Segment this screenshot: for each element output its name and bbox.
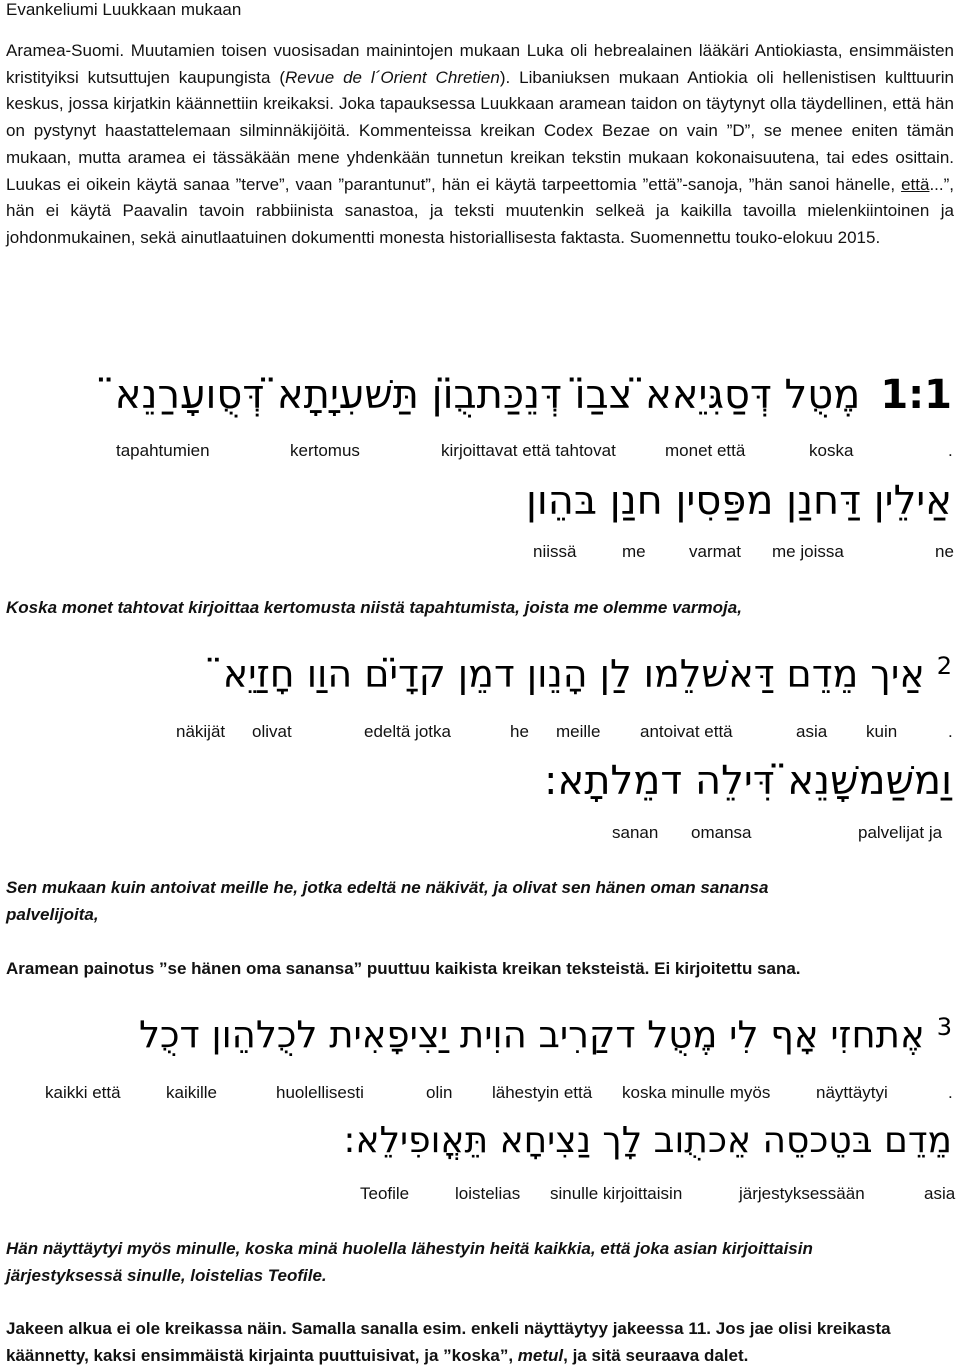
verse1-gloss1-word: kirjoittavat että tahtovat	[441, 441, 616, 460]
verse2-gloss1-word: meille	[556, 722, 601, 741]
intro-text-3: ...”, hän ei käytä Paavalin tavoin rabbiinista sanastoa, ja teksti muutenkin selkeä ja kaikilla tavoilla mielenkiintoinen ja johdonmukainen, sekä ainutlaatuinen dokumentti monesta historiallisesta faktasta. Suomennettu touko-elokuu 2015.	[6, 174, 954, 247]
intro-paragraph	[6, 38, 954, 252]
verse3-note	[6, 1315, 954, 1369]
verse3-gloss1-word: kaikille	[166, 1083, 218, 1102]
verse2-gloss1-word: antoivat että	[640, 722, 733, 741]
verse2-number: 2	[936, 652, 952, 680]
verse3-gloss1-word: huolellisesti	[276, 1083, 364, 1102]
verse1-gloss1-word: monet että	[665, 441, 746, 460]
verse1-gloss2-word: me	[622, 542, 646, 561]
verse1-gloss1-word: koska	[809, 441, 854, 460]
verse2-gloss1-word: he	[510, 722, 529, 741]
verse2-gloss2-word: sanan	[612, 823, 659, 842]
verse3-translation-line1: Hän näyttäytyi myös minulle, koska minä huolella lähestyin heitä kaikkia, että joka asian kirjoittaisin	[6, 1239, 813, 1258]
verse1-gloss2-word: varmat	[689, 542, 741, 561]
verse1-gloss2-word: niissä	[533, 542, 577, 561]
verse3-gloss1-word: olin	[426, 1083, 453, 1102]
intro-text-1: Aramea-Suomi. Muutamien toisen vuosisadan mainintojen mukaan Luka oli hebrealainen lääkäri Antiokiasta, ensimmäisten kristityiksi kutsuttujen kaupungista (	[6, 41, 954, 87]
verse1-gloss2-word: ne	[935, 542, 954, 561]
verse1-number: 1:1	[880, 372, 952, 418]
verse3-aramaic-line2: מֵדֵם בּטֵכסֵה אֵכתֻוב לָך נַצִיחָא תֵּאֳופִילֵא:	[343, 1120, 952, 1161]
intro-underlined-word: että	[901, 174, 930, 194]
verse2-note: Aramean painotus ”se hänen oma sanansa” puuttuu kaikista kreikan teksteistä. Ei kirjoitettu sana.	[6, 959, 801, 978]
document-title: Evankeliumi Luukkaan mukaan	[6, 0, 242, 19]
verse3-aramaic-line1	[139, 1013, 952, 1056]
verse2-translation-line2: palvelijoita,	[6, 905, 99, 924]
verse3-gloss1-word: kaikki että	[45, 1083, 121, 1102]
verse1-aramaic-line1	[115, 372, 952, 418]
verse3-gloss1-word: näyttäytyi	[816, 1083, 888, 1102]
verse3-translation-line2: järjestyksessä sinulle, loistelias Teofile.	[6, 1266, 327, 1285]
verse3-gloss2-word: Teofile	[360, 1184, 410, 1203]
verse1-aramaic-text1: מֶטֻל דְּסַגִּיֵאא̈ צבַ̈ו דְּנֵכַּתבֻ̈ון תַּשׁעִיָתָא̈ דְּסֻועָרַנֵא̈	[114, 372, 861, 418]
verse1-gloss2-word: me joissa	[772, 542, 844, 561]
intro-citation: Revue de l´Orient Chretien	[285, 67, 500, 87]
verse3-aramaic-text1: אֶתחזִי אָף לִי מֶטֻל דקַרִיב הוִית יַצִיפָאִית לכֻלהֵון דכֻל	[138, 1013, 925, 1056]
verse3-gloss1-word: .	[948, 1083, 953, 1102]
verse2-aramaic-line2: וַמשַׁמשָׁנֵא̈ דִּילֵה דמֵלתָא:	[544, 758, 952, 804]
verse2-gloss1-word: kuin	[866, 722, 898, 741]
intro-text-2: ). Libaniuksen mukaan Antiokia oli hellenistisen kulttuurin keskus, jossa kirjatkin käännettiin kreikaksi. Joka tapauksessa Luukkaan aramean taidon on täytynyt olla täydellinen, että hän on pystynyt haastattelemaan silminnäkijöitä. Kommenteissa kreikan Codex Bezae on vain ”D”, se menee eniten tämän mukaan, mutta aramea ei tässäkään mene yhdenkään tunnetun kreikan tekstin mukaan kokonaisuutena, tai edes osittain. Luukas ei oikein käytä sanaa ”terve”, vaan ”parantunut”, hän ei käytä tarpeettomia ”että”-sanoja, ”hän sanoi hänelle,	[6, 67, 954, 194]
verse1-gloss1-word: kertomus	[290, 441, 360, 460]
verse2-gloss1-word: .	[948, 722, 953, 741]
verse2-gloss1-word: edeltä jotka	[364, 722, 451, 741]
verse2-aramaic-line1	[223, 652, 952, 696]
verse2-gloss1-word: asia	[796, 722, 828, 741]
verse2-aramaic-text1: אַיך מֵדֵם דַּאשׁלֵמו לַן הָנֵון דמֵן קדָ̈ים הוַו חָזַיֵא̈	[222, 652, 925, 696]
verse1-gloss1-word: tapahtumien	[116, 441, 210, 460]
verse2-gloss2-word: palvelijat ja	[858, 823, 943, 842]
verse3-note-text-b: , ja sitä seuraava dalet.	[563, 1346, 749, 1365]
verse3-gloss1-word: lähestyin että	[492, 1083, 593, 1102]
verse3-number: 3	[936, 1013, 952, 1041]
verse2-gloss1-word: näkijät	[176, 722, 226, 741]
verse3-note-italic: metul	[517, 1346, 564, 1365]
verse2-translation-line1: Sen mukaan kuin antoivat meille he, jotka edeltä ne näkivät, ja olivat sen hänen oman sanansa	[6, 878, 769, 897]
verse3-gloss2-word: järjestyksessään	[739, 1184, 865, 1203]
verse3-note-text-a: Jakeen alkua ei ole kreikassa näin. Samalla sanalla esim. enkeli näyttäytyy jakeessa 11. Jos jae olisi kreikasta käännetty, kaksi ensimmäistä kirjainta puuttuisivat, ja ”koska”,	[6, 1319, 891, 1365]
verse3-gloss1-word: koska minulle myös	[622, 1083, 771, 1102]
verse3-gloss2-word: loistelias	[455, 1184, 521, 1203]
verse3-gloss2-word: asia	[924, 1184, 956, 1203]
verse1-gloss1-word: .	[948, 441, 953, 460]
verse2-gloss1-word: olivat	[252, 722, 292, 741]
verse1-aramaic-line2: אַילֵין דַּחנַן מפַּסִין חנַן בּהֵון	[525, 478, 952, 524]
verse3-gloss2-word: sinulle kirjoittaisin	[550, 1184, 683, 1203]
verse1-translation: Koska monet tahtovat kirjoittaa kertomusta niistä tapahtumista, joista me olemme varmoja,	[6, 598, 742, 617]
verse2-gloss2-word: omansa	[691, 823, 752, 842]
